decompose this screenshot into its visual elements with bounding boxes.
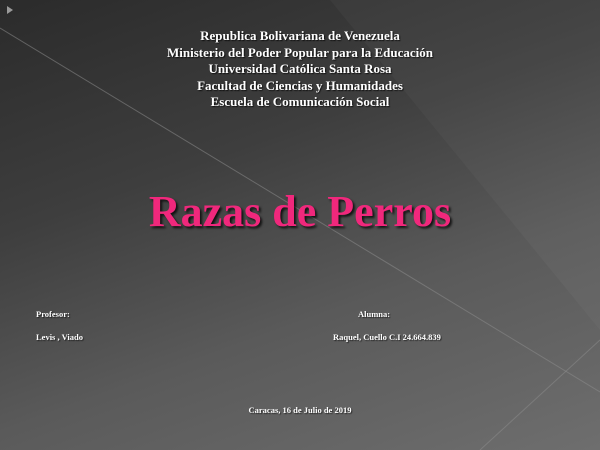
chevron-right-icon	[7, 6, 13, 14]
header-line-republic: Republica Bolivariana de Venezuela	[200, 28, 400, 43]
profesor-name: Levis , Viado	[36, 332, 83, 342]
institution-header	[0, 28, 600, 111]
alumna-label: Alumna:	[358, 309, 391, 319]
header-line-ministry: Ministerio del Poder Popular para la Educación	[166, 44, 434, 60]
alumna-name: Raquel, Cuello C.I 24.664.839	[333, 332, 441, 342]
header-line-university: Universidad Católica Santa Rosa	[208, 61, 392, 76]
header-line-faculty: Facultad de Ciencias y Humanidades	[197, 77, 403, 93]
place-date: Caracas, 16 de Julio de 2019	[248, 405, 352, 415]
diagonal-line-right	[480, 340, 600, 450]
header-line-school: Escuela de Comunicación Social	[210, 94, 390, 109]
slide-title: Razas de Perros	[148, 187, 452, 236]
profesor-label: Profesor:	[36, 309, 70, 319]
